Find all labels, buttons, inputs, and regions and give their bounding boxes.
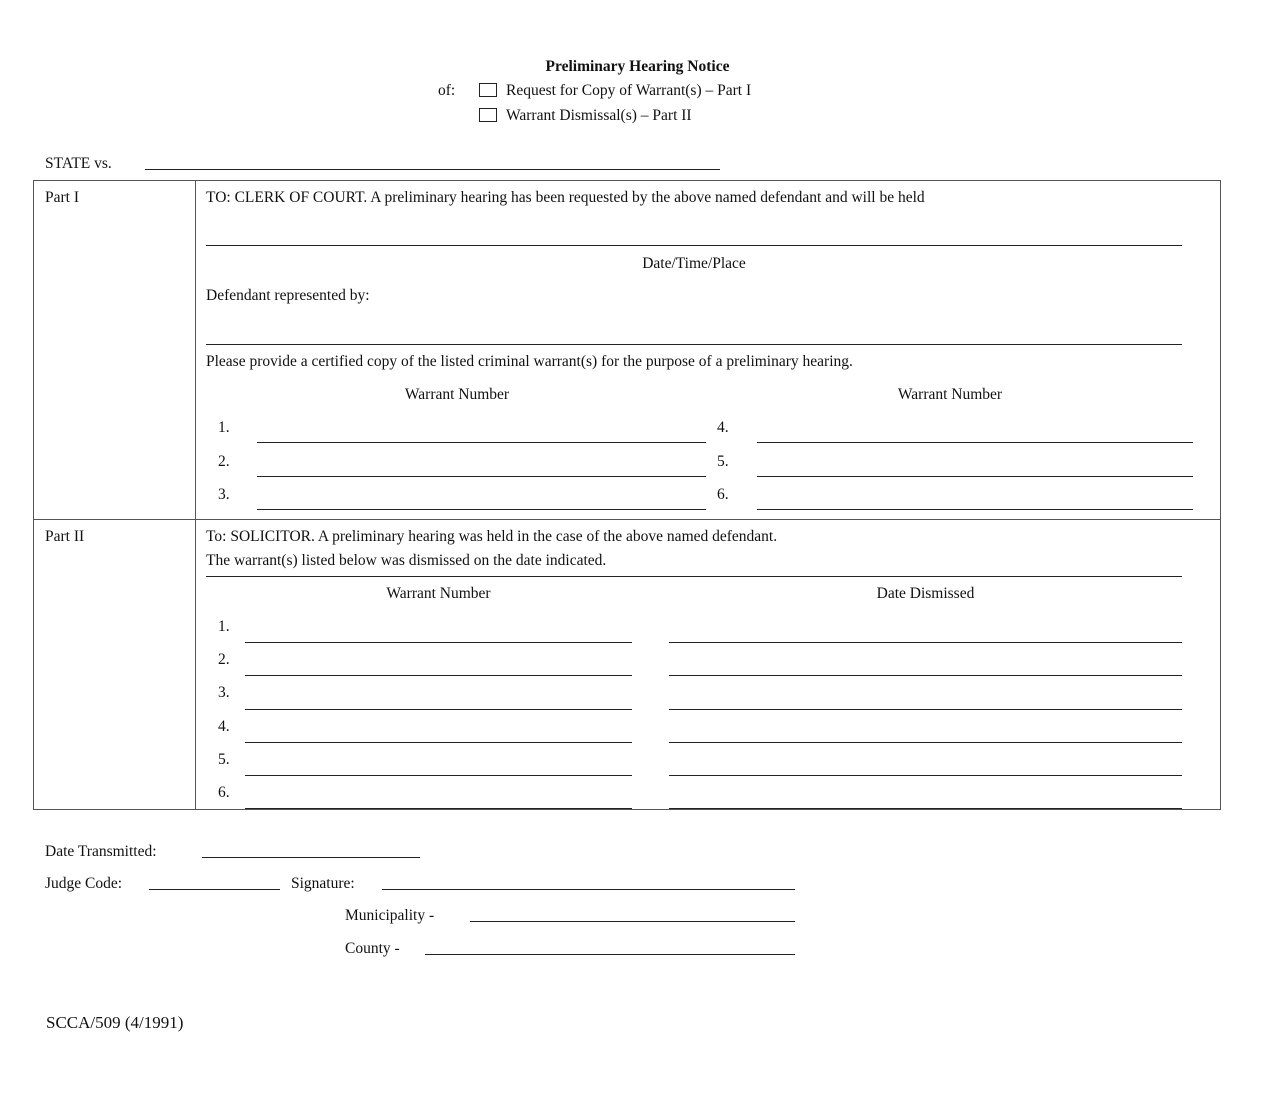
part1-row-number: 4. xyxy=(717,419,729,436)
part2-intro-line2: The warrant(s) listed below was dismissed on the date indicated. xyxy=(206,552,607,569)
part2-row-number: 2. xyxy=(218,651,230,668)
part2-warrant-3-field[interactable] xyxy=(245,709,632,710)
provide-copy-text: Please provide a certified copy of the listed criminal warrant(s) for the purpose of a preliminary hearing. xyxy=(206,353,853,370)
of-label: of: xyxy=(438,82,456,99)
date-time-place-field[interactable] xyxy=(206,245,1182,246)
part1-warrant-4-field[interactable] xyxy=(757,442,1193,443)
part2-warrant-5-field[interactable] xyxy=(245,775,632,776)
part2-row-number: 6. xyxy=(218,784,230,801)
part1-row-number: 6. xyxy=(717,486,729,503)
table-right-border xyxy=(1220,180,1221,810)
part1-warrant-number-header-left: Warrant Number xyxy=(404,386,510,403)
part1-warrant-2-field[interactable] xyxy=(257,476,706,477)
part2-date-3-field[interactable] xyxy=(669,709,1182,710)
part2-row-number: 5. xyxy=(218,751,230,768)
part2-warrant-4-field[interactable] xyxy=(245,742,632,743)
request-copy-label: Request for Copy of Warrant(s) – Part I xyxy=(506,82,752,99)
part2-row-number: 3. xyxy=(218,684,230,701)
part1-row-number: 3. xyxy=(218,486,230,503)
part2-date-6-field[interactable] xyxy=(669,808,1182,809)
part1-warrant-3-field[interactable] xyxy=(257,509,706,510)
table-top-border xyxy=(33,180,1221,181)
state-vs-label: STATE vs. xyxy=(45,155,112,172)
part2-row-number: 4. xyxy=(218,718,230,735)
form-title: Preliminary Hearing Notice xyxy=(545,58,730,75)
part2-date-4-field[interactable] xyxy=(669,742,1182,743)
part1-row-number: 5. xyxy=(717,453,729,470)
part1-warrant-6-field[interactable] xyxy=(757,509,1193,510)
signature-label: Signature: xyxy=(291,875,355,892)
part2-date-1-field[interactable] xyxy=(669,642,1182,643)
judge-code-label: Judge Code: xyxy=(45,875,123,892)
part2-warrant-1-field[interactable] xyxy=(245,642,632,643)
part1-warrant-1-field[interactable] xyxy=(257,442,706,443)
part1-intro: TO: CLERK OF COURT. A preliminary hearing has been requested by the above named defendant and will be held xyxy=(206,189,925,206)
defendant-name-field[interactable] xyxy=(145,169,720,170)
table-bottom-border xyxy=(33,809,1221,810)
municipality-field[interactable] xyxy=(470,921,795,922)
part1-warrant-number-header-right: Warrant Number xyxy=(897,386,1003,403)
part2-date-5-field[interactable] xyxy=(669,775,1182,776)
form-code: SCCA/509 (4/1991) xyxy=(46,1013,184,1032)
part2-date-2-field[interactable] xyxy=(669,675,1182,676)
county-label: County - xyxy=(345,940,400,957)
part2-warrant-2-field[interactable] xyxy=(245,675,632,676)
warrant-dismissal-checkbox[interactable] xyxy=(479,108,497,122)
signature-field[interactable] xyxy=(382,889,795,890)
date-time-place-label: Date/Time/Place xyxy=(642,255,746,272)
part2-intro-line1: To: SOLICITOR. A preliminary hearing was held in the case of the above named defendant. xyxy=(206,528,778,545)
part2-label: Part II xyxy=(45,528,85,545)
date-transmitted-field[interactable] xyxy=(202,857,420,858)
part1-row-number: 2. xyxy=(218,453,230,470)
warrant-dismissal-label: Warrant Dismissal(s) – Part II xyxy=(506,107,692,124)
represented-by-label: Defendant represented by: xyxy=(206,287,370,304)
municipality-label: Municipality - xyxy=(345,907,435,924)
part2-date-dismissed-header: Date Dismissed xyxy=(876,585,975,602)
table-middle-border xyxy=(33,519,1221,520)
represented-by-field[interactable] xyxy=(206,344,1182,345)
request-copy-checkbox[interactable] xyxy=(479,83,497,97)
part2-warrant-number-header: Warrant Number xyxy=(386,585,491,602)
part1-warrant-5-field[interactable] xyxy=(757,476,1193,477)
county-field[interactable] xyxy=(425,954,795,955)
table-column-divider xyxy=(195,180,196,810)
part2-intro-rule xyxy=(206,576,1182,577)
part1-label: Part I xyxy=(45,189,80,206)
part2-row-number: 1. xyxy=(218,618,230,635)
judge-code-field[interactable] xyxy=(149,889,280,890)
date-transmitted-label: Date Transmitted: xyxy=(45,843,157,860)
table-left-border xyxy=(33,180,34,810)
part2-warrant-6-field[interactable] xyxy=(245,808,632,809)
part1-row-number: 1. xyxy=(218,419,230,436)
